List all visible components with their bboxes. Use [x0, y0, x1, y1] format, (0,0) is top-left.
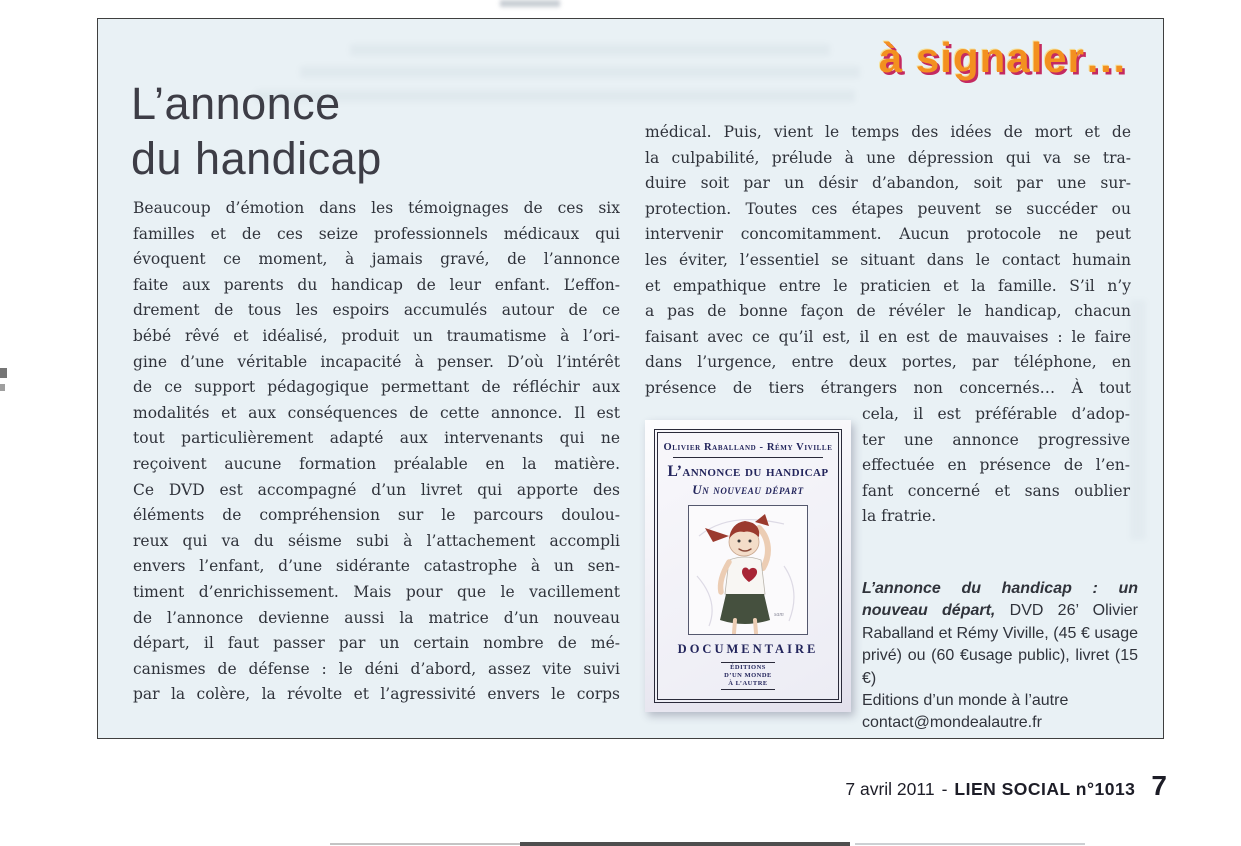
dvd-cover — [657, 432, 839, 700]
page-footer — [845, 770, 1167, 802]
text-line: protection. Toutes ces étapes peuvent se succéder ou — [645, 199, 1131, 218]
text-line: a pas de bonne façon de révéler le handicap, chacun — [645, 302, 1131, 321]
text-line: duire soit par un désir d’abandon, soit par une sur- — [645, 174, 1131, 193]
svg-text:sam: sam — [774, 612, 784, 618]
text-line: reux qui va du séisme subi à l’attachement accompli — [133, 531, 620, 550]
dvd-cover-frame — [654, 429, 842, 703]
child-illustration-icon — [689, 506, 807, 634]
text-line: la fratrie. — [862, 507, 937, 526]
text-line: modalités et aux conséquences de cette annonce. Il est — [133, 403, 620, 422]
dvd-publisher-logo — [721, 662, 775, 690]
dvd-publisher-line3: À L’AUTRE — [728, 680, 768, 688]
text-line: départ, il faut passer par un certain nombre de mé- — [133, 634, 620, 653]
dvd-divider — [673, 457, 823, 458]
scan-artifact — [330, 843, 520, 845]
dvd-illustration-box — [688, 505, 808, 635]
article-title-line1: L’annonce — [131, 78, 341, 129]
text-line: les éviter, l’essentiel se situant dans le contact humain — [645, 250, 1131, 269]
text-line: la culpabilité, prélude à une dépression qui va se tra- — [645, 148, 1131, 167]
scan-artifact — [0, 368, 7, 378]
text-line: effectuée en présence de l’en- — [862, 456, 1130, 475]
scan-artifact — [855, 843, 1085, 845]
left-column-text — [133, 196, 620, 708]
footer-separator: - — [941, 779, 948, 799]
right-column-wrap-text — [862, 402, 1130, 530]
caption-email: contact@mondealautre.fr — [862, 714, 1042, 732]
bleed-through-artifact — [1130, 300, 1146, 540]
text-line: reçoivent aucune formation préalable en la matière. — [133, 454, 620, 473]
text-line: faisant avec ce qu’il est, il en est de mauvaises : le faire — [645, 327, 1131, 346]
text-line: tout particulièrement adapté aux intervenants qui ne — [133, 429, 620, 448]
text-line: drement de tous les espoirs accumulés autour de ce — [133, 301, 620, 320]
caption-main — [862, 578, 1138, 690]
dvd-genre: DOCUMENTAIRE — [677, 642, 819, 656]
text-line: éléments de compréhension sur le parcours doulou- — [133, 506, 620, 525]
text-line: bébé rêvé et idéalisé, produit un traumatisme à l’ori- — [133, 326, 620, 345]
article-title-line2: du handicap — [131, 133, 382, 184]
text-line: intervenir concomitamment. Aucun protocole ne peut — [645, 225, 1131, 244]
caption-details: DVD 26’ Olivier Raballand et Rémy Viville, (45 € usage privé) ou (60 €usage public), livret (15 €) — [862, 602, 1139, 687]
dvd-cover-photo — [645, 420, 851, 712]
dvd-subtitle: Un nouveau départ — [692, 482, 804, 497]
bleed-through-artifact — [300, 66, 860, 78]
footer-page-number: 7 — [1151, 770, 1167, 801]
right-column-text — [645, 120, 1131, 402]
text-line: familles et de ces seize professionnels médicaux qui — [133, 224, 620, 243]
text-line: et empathique entre le praticien et la famille. S’il n’y — [645, 276, 1131, 295]
text-line: médical. Puis, vient le temps des idées de mort et de — [645, 123, 1131, 141]
text-line: cela, il est préférable d’adop- — [862, 405, 1130, 423]
dvd-authors: Olivier Raballand - Rémy Viville — [663, 442, 833, 453]
text-line: Beaucoup d’émotion dans les témoignages de ces six — [133, 199, 620, 217]
text-line: présence de tiers étrangers non concernés… À tout — [645, 378, 1131, 397]
text-line: gine d’une véritable incapacité à penser. D’où l’intérêt — [133, 352, 620, 371]
text-line: Ce DVD est accompagné d’un livret qui apporte des — [133, 480, 620, 499]
text-line: de l’annonce devienne aussi la matrice d’un nouveau — [133, 608, 620, 627]
dvd-publisher-line2: D’UN MONDE — [724, 672, 772, 680]
dvd-publisher-line1: ÉDITIONS — [730, 664, 766, 671]
dvd-caption — [862, 578, 1138, 735]
footer-date: 7 avril 2011 — [845, 779, 935, 799]
dvd-title: L’annonce du handicap — [667, 463, 829, 480]
text-line: de ce support pédagogique permettant de réfléchir aux — [133, 378, 620, 397]
text-line: évoquent ce moment, à jamais gravé, de l’annonce — [133, 250, 620, 269]
text-line: envers l’enfant, d’une sidérante catastrophe à un sen- — [133, 557, 620, 576]
scan-artifact — [500, 0, 560, 7]
text-line: faite aux parents du handicap de leur enfant. L’effon- — [133, 275, 620, 294]
text-line: ter une annonce progressive — [862, 430, 1130, 449]
text-line: par la colère, la révolte et l’agressivité envers le corps — [133, 685, 620, 704]
text-line: timent d’enrichissement. Mais pour que le vacillement — [133, 582, 620, 601]
article-title — [131, 76, 382, 186]
text-line: dans l’urgence, entre deux portes, par téléphone, en — [645, 353, 1131, 372]
section-header: à signaler… — [878, 34, 1128, 81]
text-line: canismes de défense : le déni d’abord, assez vite suivi — [133, 659, 620, 678]
caption-title: L’annonce du handicap : un nouveau départ, — [862, 580, 1138, 620]
footer-issue: LIEN SOCIAL n°1013 — [954, 779, 1136, 799]
scan-artifact — [520, 842, 850, 846]
scan-artifact — [0, 384, 5, 391]
bleed-through-artifact — [350, 44, 830, 56]
caption-publisher: Editions d’un monde à l’autre — [862, 692, 1069, 710]
text-line: fant concerné et sans oublier — [862, 481, 1130, 500]
